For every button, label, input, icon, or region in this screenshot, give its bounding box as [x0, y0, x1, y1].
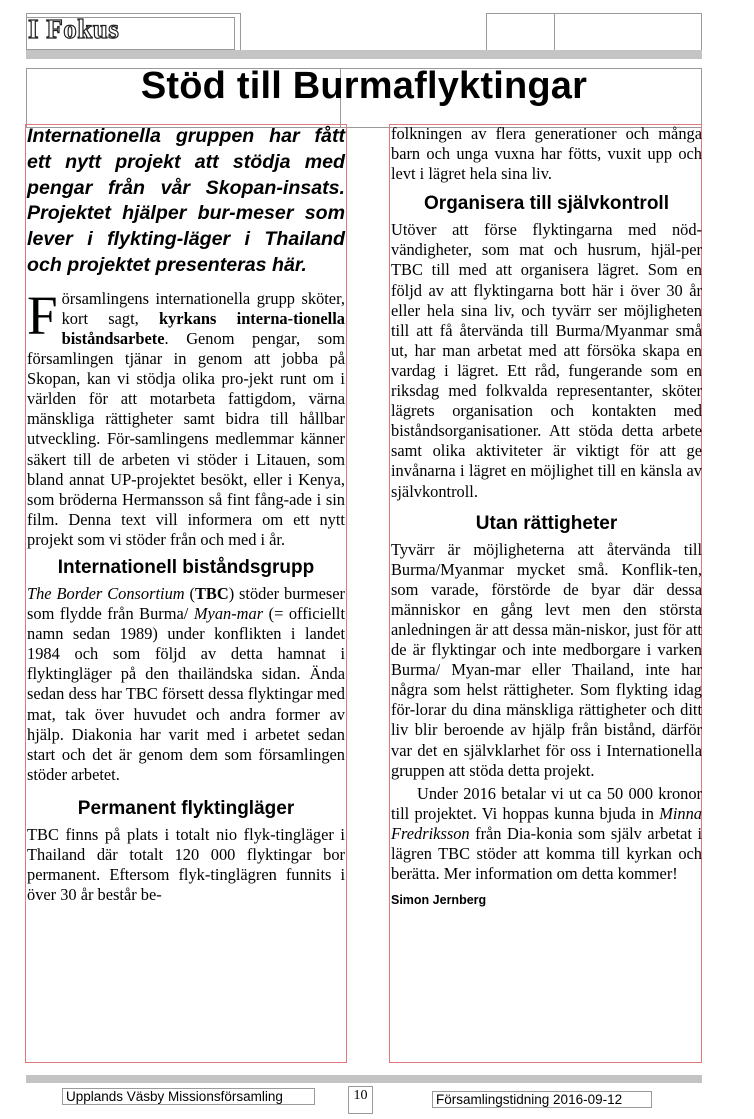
right-column: [391, 124, 702, 910]
author-signature: Simon Jernberg: [391, 893, 487, 908]
header-frame-right-inner: [554, 13, 702, 55]
header-rule: [26, 50, 702, 59]
footer-issue: Församlingstidning 2016-09-12: [432, 1091, 652, 1108]
heading-organisera: Organisera till självkontroll: [424, 193, 669, 215]
headline: Stöd till Burmaflyktingar: [140, 65, 588, 107]
section2-paragraph-left: TBC finns på plats i totalt nio flyk-tingläger i Thailand där totalt 120 000 flyktingar bor permanent. Eftersom flyk-tinglägren funnits i över 30 år består be-: [27, 824, 345, 905]
section4-paragraph: Tyvärr är möjligheterna att återvända till Burma/Myanmar mycket små. Konflik-ten, som varade, förstörde de byar där dessa människor en gång levt men den största anledningen är att dessa män-niskor, just för att de är flyktingar och inte medborgare i varken Burma/ Myan-mar eller Thailand, inte har några som helst rättigheter. Som flykting idag för-lorar du dina mänskliga rättigheter och ditt liv blir beroende av hjälp från bistånd, därför var det en självklarhet för oss i Internationella gruppen att stöda detta projekt.: [391, 539, 702, 780]
guest-name: Minna Fredriksson: [391, 803, 702, 843]
heading-utan-rattigheter: Utan rättigheter: [475, 512, 618, 534]
heading-permanent: Permanent flyktingläger: [77, 797, 295, 819]
section1-paragraph: [27, 584, 345, 785]
intro-bold: kyrkans interna-tionella biståndsarbete: [61, 308, 345, 348]
section4-text-2: från Dia-konia som själv arbetat i lägren TBC stöder att komma till kyrkan och berätta. Mer information om detta kommer!: [391, 823, 702, 884]
intro-paragraph: [27, 284, 345, 550]
article-lead: Internationella gruppen har fått ett nytt projekt att stödja med pengar från vår Skopan-insats. Projektet hjälper bur-meser som lever i flykting-läger i Thailand och projektet presenteras här.: [27, 125, 345, 276]
footer-rule: [26, 1075, 702, 1083]
intro-text-1: örsamlingens internationella grupp sköter, kort sagt,: [61, 288, 345, 328]
section2-paragraph-right: folkningen av flera generationer och många barn och unga vuxna har fötts, vuxit upp och levt i lägret hela sina liv.: [391, 124, 702, 184]
org-name: The Border Consortium: [27, 584, 185, 603]
section4-paragraph-2: [391, 784, 702, 884]
section-label: I Fokus: [28, 14, 120, 44]
page-number: 10: [348, 1086, 373, 1114]
left-column: [27, 124, 345, 905]
section4-text-1: Under 2016 betalar vi ut ca 50 000 kronor till projektet. Vi hoppas kunna bjuda in: [391, 783, 702, 823]
country-alt: Myan-mar: [193, 604, 264, 624]
paren-open: (: [184, 584, 195, 603]
intro-text-2: . Genom pengar, som församlingen tjänar in genom att jobba på Skopan, kan vi stödja olika pro-jekt runt om i världen för att motarbeta fattigdom, värna mänskliga rättigheter samt bidra till hållbar utveckling. För-samlingens medlemmar känner säkert till de arbeten vi stöder i Litauen, som bland annat UP-projektet besökt, eller i Kenya, som bröderna Hermansson så fint fång-ade i sin film. Denna text vill informera om ett nytt projekt som vi stöder från och med i år.: [27, 328, 345, 549]
section1-text-2: (= officiellt namn sedan 1989) under konflikten i landet 1984 och som följd av detta hamnat i flyktingläger på den thailändska sidan. Ända sedan dess har TBC försett dessa flyktingar med mat, tak över huvudet och andra former av hjälp. Diakonia har varit med i arbetet sedan start och det är genom dem som församlingen stöder arbetet.: [27, 604, 345, 784]
footer-publisher: Upplands Väsby Missionsförsamling: [62, 1088, 315, 1105]
section3-paragraph: Utöver att förse flyktingarna med nöd-vändigheter, som mat och husrum, hjäl-per TBC till med att organisera lägret. Som en följd av att flyktingarna bott här i över 30 år eller hela sina liv, och tyvärr ser möjligheten till att få återvända till Burma/Myanmar små ut, har man arbetat med att försöka skapa en vardag i lägret. Ett råd, fungerande som en riksdag med folkvalda representanter, sköter lägrets organisation och kontakten med biståndsorganisationer. Att stöda detta arbete samt olika aktiviteter är viktigt för att ge invånarna i lägret en möjlighet till en känsla av självkontroll.: [391, 220, 702, 501]
section1-text-1: ) stöder burmeser som flydde från Burma/: [27, 584, 345, 624]
heading-internationell: Internationell biståndsgrupp: [57, 557, 315, 578]
drop-cap: F: [27, 284, 58, 346]
org-abbr: TBC: [194, 584, 229, 603]
